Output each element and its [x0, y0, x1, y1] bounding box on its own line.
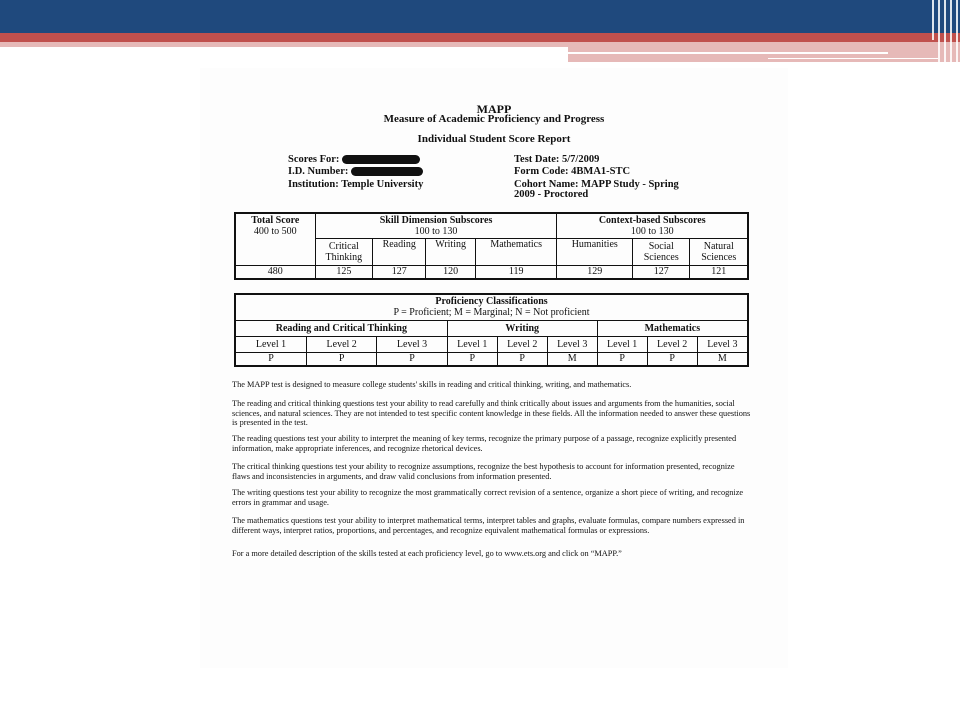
- slide-decor-bar: [956, 0, 958, 64]
- level-result: P: [377, 352, 447, 366]
- slide-header-line: [768, 58, 938, 59]
- cohort-name-cont: 2009 - Proctored: [514, 189, 589, 200]
- value-reading: 127: [373, 265, 426, 279]
- level-header: Level 3: [377, 336, 447, 352]
- level-result: P: [235, 352, 307, 366]
- level-result: P: [647, 352, 697, 366]
- level-result: P: [307, 352, 377, 366]
- total-score-range: 400 to 500: [253, 226, 297, 237]
- id-number-label: I.D. Number:: [288, 166, 349, 177]
- group-math: Mathematics: [597, 320, 748, 336]
- value-total: 480: [235, 265, 315, 279]
- slide-header-band: [0, 0, 960, 33]
- skill-header-range: 100 to 130: [414, 225, 458, 237]
- col-humanities: Humanities: [557, 238, 633, 265]
- value-social-sciences: 127: [633, 265, 690, 279]
- slide-decor-bar: [944, 0, 946, 64]
- proficiency-table: [234, 293, 749, 367]
- col-social-sciences: Social Sciences: [633, 238, 690, 265]
- paragraph: The MAPP test is designed to measure college students' skills in reading and critical thinking, writing, and mathematics.: [232, 380, 632, 389]
- paragraph: The critical thinking questions test your ability to recognize assumptions, recognize the best hypothesis to account for information presented, recognize flaws and inconsistencies in arguments, and draw valid conclusions from information presented.: [232, 462, 735, 481]
- paragraph: For a more detailed description of the skills tested at each proficiency level, go to www.ets.org and click on “MAPP.”: [232, 549, 622, 558]
- level-result: P: [497, 352, 547, 366]
- context-header: [557, 213, 748, 238]
- cohort-name: Cohort Name: MAPP Study - Spring: [514, 179, 679, 190]
- col-mathematics: Mathematics: [475, 238, 557, 265]
- level-header: Level 1: [447, 336, 497, 352]
- col-critical-thinking: Critical Thinking: [315, 238, 372, 265]
- group-writing: Writing: [447, 320, 597, 336]
- form-code: Form Code: 4BMA1-STC: [514, 166, 631, 177]
- paragraph: The mathematics questions test your ability to interpret mathematical terms, interpret tables and graphs, evaluate formulas, compare numbers expressed in different ways, interpret ratios, proportions, and percentages, and recognize equivalent mathematical formulas or expressions.: [232, 516, 745, 535]
- level-header: Level 3: [547, 336, 597, 352]
- slide-decor-bar: [950, 0, 952, 66]
- level-header: Level 2: [647, 336, 697, 352]
- value-humanities: 129: [557, 265, 633, 279]
- level-header: Level 3: [697, 336, 748, 352]
- slide-decor-bar: [938, 0, 940, 62]
- col-natural-sciences: Natural Sciences: [690, 238, 748, 265]
- skill-header: [315, 213, 557, 238]
- score-report-image: [200, 68, 788, 668]
- scores-for-field: [288, 154, 420, 165]
- test-date: Test Date: 5/7/2009: [514, 154, 600, 165]
- institution: Institution: Temple University: [288, 179, 424, 190]
- level-header: Level 2: [497, 336, 547, 352]
- scores-for-label: Scores For:: [288, 154, 340, 165]
- id-number-field: [288, 166, 423, 177]
- level-header: Level 1: [597, 336, 647, 352]
- slide-header-stripe: [0, 33, 960, 42]
- level-result: P: [597, 352, 647, 366]
- total-score-label: Total Score: [251, 215, 300, 226]
- level-header: Level 1: [235, 336, 307, 352]
- report-subtitle: Measure of Academic Proficiency and Progress: [383, 113, 605, 125]
- proficiency-legend: P = Proficient; M = Marginal; N = Not proficient: [393, 307, 590, 319]
- slide-decor-bar: [932, 0, 934, 40]
- paragraph: The writing questions test your ability to recognize the most grammatically correct revision of a sentence, organize a short piece of writing, and recognize errors in grammar and usage.: [232, 488, 744, 507]
- group-reading: Reading and Critical Thinking: [235, 320, 447, 336]
- col-reading: Reading: [373, 238, 426, 265]
- value-writing: 120: [426, 265, 475, 279]
- context-header-label: Context-based Subscores: [598, 214, 706, 226]
- slide-header-accent: [0, 42, 568, 47]
- level-result: M: [697, 352, 748, 366]
- context-header-range: 100 to 130: [630, 225, 674, 237]
- skill-header-label: Skill Dimension Subscores: [379, 214, 493, 226]
- level-result: P: [447, 352, 497, 366]
- level-header: Level 2: [307, 336, 377, 352]
- level-result: M: [547, 352, 597, 366]
- slide-header-line: [568, 52, 888, 54]
- value-natural-sciences: 121: [690, 265, 748, 279]
- paragraph: The reading questions test your ability to interpret the meaning of key terms, recognize the primary purpose of a passage, recognize explicitly presented information, make appropriate inferences, and recognize rhetorical devices.: [232, 434, 737, 453]
- report-title: MAPP: [476, 102, 512, 116]
- scores-table: [234, 212, 749, 280]
- value-critical-thinking: 125: [315, 265, 372, 279]
- paragraph: The reading and critical thinking questions test your ability to read carefully and think critically about issues and arguments from the humanities, social sciences, and natural sciences. They are not intended to test specific content knowledge in these fields. All the information needed to answer these questions is presented in the test.: [232, 399, 751, 428]
- value-mathematics: 119: [475, 265, 557, 279]
- proficiency-title: Proficiency Classifications: [435, 296, 548, 308]
- col-writing: Writing: [426, 238, 475, 265]
- total-score-header: [235, 213, 315, 265]
- redacted-id: [351, 167, 423, 176]
- report-heading: Individual Student Score Report: [417, 133, 571, 145]
- redacted-name: [342, 155, 420, 164]
- proficiency-header: [235, 294, 748, 320]
